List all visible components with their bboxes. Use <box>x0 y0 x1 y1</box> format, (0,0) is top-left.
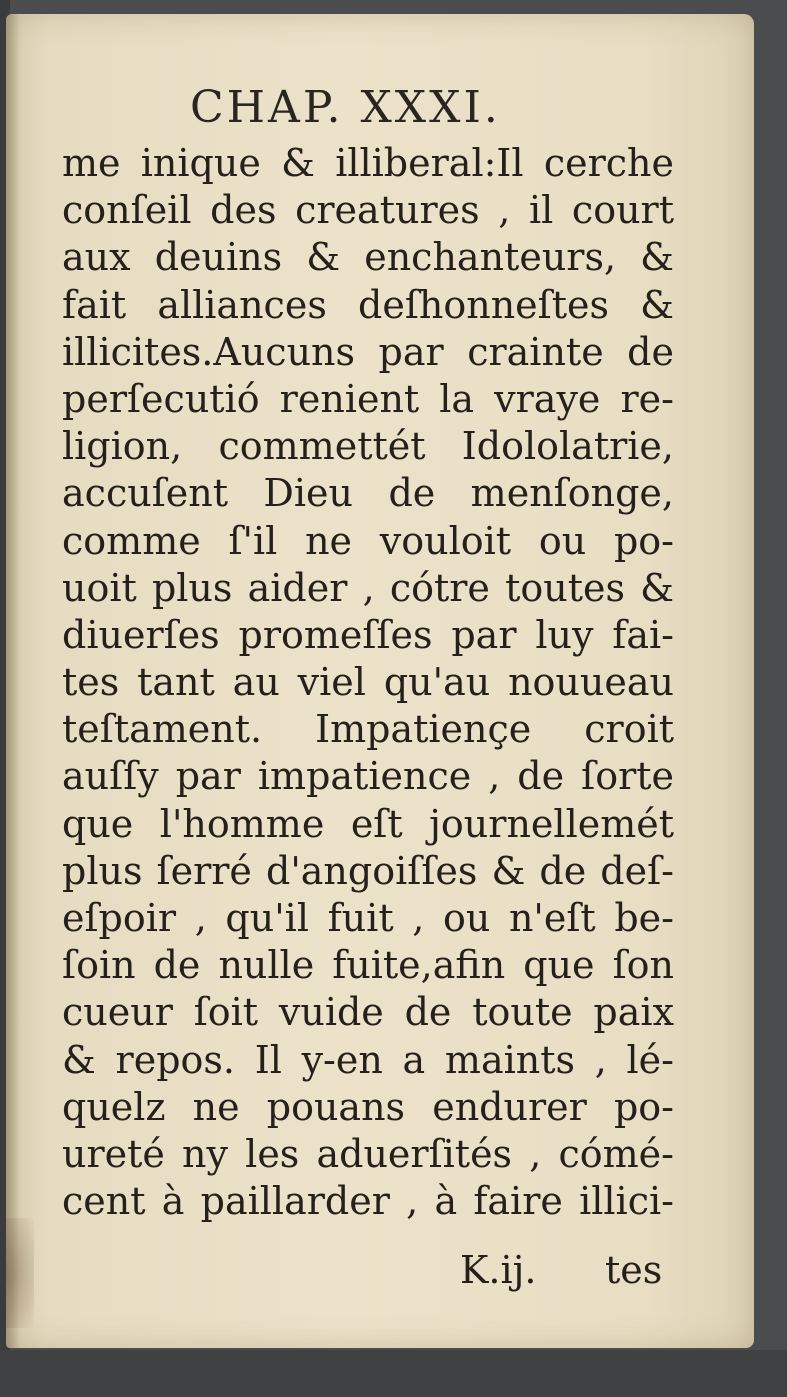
text-line: auſſy par impatience , de ſorte <box>62 754 674 799</box>
text-line: quelz ne pouans endurer po- <box>62 1084 674 1129</box>
text-line: ſoin de nulle fuite,afin que ſon <box>62 943 674 988</box>
text-line: fait alliances deſhonneſtes & <box>62 282 674 327</box>
text-line: tes tant au viel qu'au nouueau <box>62 660 674 705</box>
text-line: ureté ny les aduerſités , cómé- <box>62 1131 674 1176</box>
text-line: eſpoir , qu'il fuit , ou n'eſt be- <box>62 896 674 940</box>
catchword: tes <box>605 1248 663 1292</box>
text-line: uoit plus aider , cótre toutes & <box>62 565 674 610</box>
page-gutter-shadow <box>6 14 20 1348</box>
text-line: aux deuins & enchanteurs, & <box>62 235 674 280</box>
signature-mark: K.ij. <box>460 1248 537 1292</box>
page-stain <box>6 1218 34 1328</box>
running-head: CHAP. XXXI. <box>190 82 501 133</box>
text-line: cent à paillarder , à faire illici- <box>62 1179 674 1224</box>
text-line: & repos. Il y-en a maints , lé- <box>62 1037 674 1082</box>
text-line: teſtament. Impatiençe croit <box>62 707 674 752</box>
text-line: plus ſerré d'angoiſſes & de deſ- <box>62 848 674 893</box>
backdrop-bottom <box>0 1350 787 1397</box>
text-line: diuerſes promeſſes par luy fai- <box>62 612 674 657</box>
text-line: perſecutió renient la vraye re- <box>62 376 674 421</box>
text-line: accuſent Dieu de menſonge, <box>62 471 674 516</box>
text-line: illicites.Aucuns par crainte de <box>62 329 674 374</box>
text-line: conſeil des creatures , il court <box>62 188 674 233</box>
text-line: comme ſ'il ne vouloit ou po- <box>62 518 674 563</box>
text-line: cueur ſoit vuide de toute paix <box>62 990 674 1035</box>
text-line: que l'homme eſt journellemét <box>62 801 674 846</box>
text-line: me inique & illiberal:Il cerche <box>62 141 674 185</box>
body-text <box>62 140 674 1225</box>
text-line: ligion, commettét Idololatrie, <box>62 424 674 469</box>
